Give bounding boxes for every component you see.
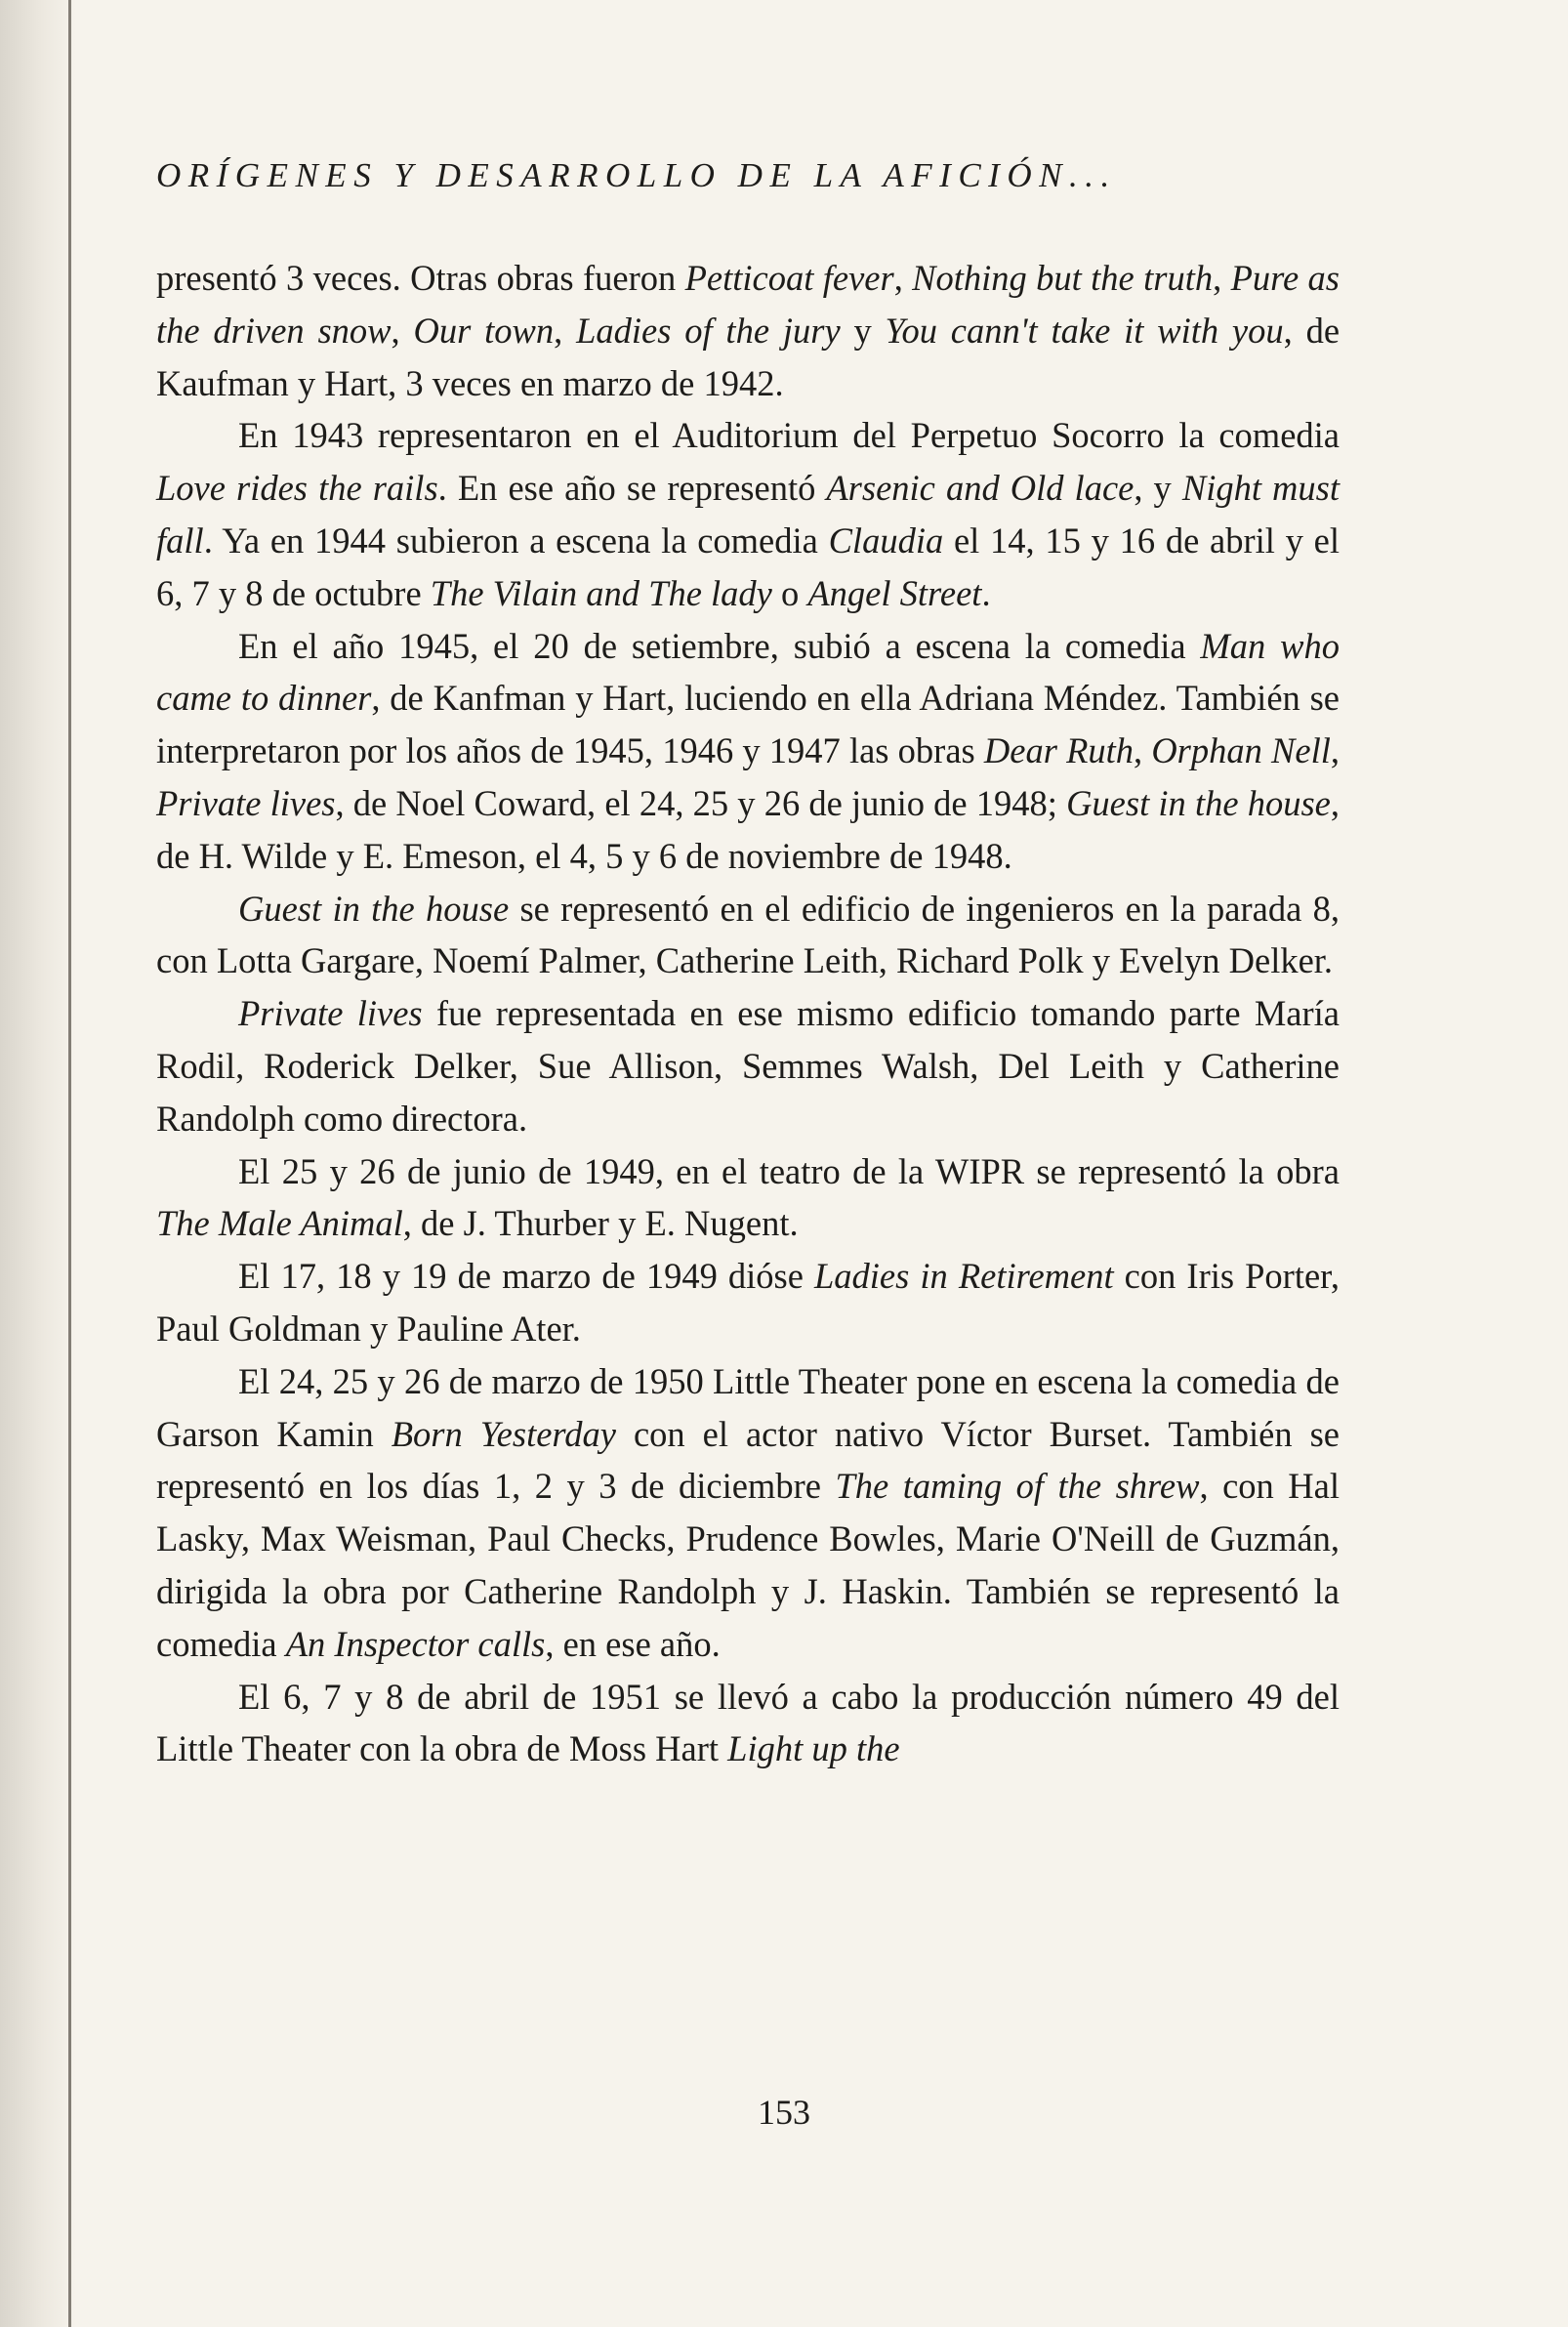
text-run: ,	[893, 258, 913, 298]
text-run: ,	[391, 310, 414, 351]
work-title: Night must fall	[156, 468, 1340, 561]
work-title: The Vilain and The lady	[430, 572, 772, 613]
work-title: Nothing but the truth	[912, 258, 1214, 298]
work-title: Guest in the house	[238, 888, 510, 929]
text-run: ,	[1134, 730, 1152, 771]
work-title: Arsenic and Old lace	[826, 468, 1135, 509]
paragraph	[156, 1671, 1340, 1776]
text-run: El 25 y 26 de junio de 1949, en el teatro de la WIPR se representó la obra	[238, 1150, 1340, 1191]
paragraph	[156, 987, 1340, 1144]
text-run: El 6, 7 y 8 de abril de 1951 se llevó a cabo la producción número 49 del Little Theater con la obra de Moss Hart	[156, 1676, 1340, 1769]
work-title: Ladies in Retirement	[813, 1256, 1114, 1297]
paragraph	[156, 620, 1340, 883]
text-run: . En ese año se representó	[437, 468, 827, 509]
text-run: . Ya en 1944 subieron a escena la comedia	[203, 519, 829, 561]
paragraph	[156, 252, 1340, 409]
text-run: , de Kanfman y Hart, luciendo en ella Adriana Méndez. También se interpretaron por los años de 1945, 1946 y 1947 las obras	[156, 678, 1341, 771]
work-title: Petticoat fever	[684, 258, 894, 298]
work-title: The Male Animal	[156, 1203, 403, 1244]
paragraph	[156, 409, 1340, 619]
text-run: ,	[1213, 258, 1231, 298]
text-run: ,	[554, 310, 577, 351]
work-title: You cann't take it with you	[885, 310, 1284, 351]
work-title: Private lives	[238, 993, 423, 1034]
binding-line	[68, 0, 71, 2327]
work-title: Pure as the driven snow	[156, 258, 1340, 351]
text-run: presentó 3 veces. Otras obras fueron	[156, 258, 685, 298]
running-head: ORÍGENES Y DESARROLLO DE LA AFICIÓN...	[156, 156, 1117, 194]
text-run: , de Noel Coward, el 24, 25 y 26 de junio de 1948;	[335, 782, 1067, 823]
work-title: Dear Ruth	[983, 730, 1135, 771]
work-title: Our town	[413, 310, 555, 351]
text-run: ,	[1330, 730, 1341, 771]
work-title: Born Yesterday	[391, 1413, 616, 1454]
paragraph	[156, 1145, 1340, 1251]
work-title: Private lives	[156, 782, 336, 823]
text-run: y	[840, 310, 886, 351]
text-run: , de J. Thurber y E. Nugent.	[402, 1203, 799, 1244]
work-title: Ladies of the jury	[576, 310, 841, 351]
body-text	[156, 252, 1340, 1775]
paragraph	[156, 1355, 1340, 1671]
text-run: con el actor nativo Víctor Burset. También se representó en los días 1, 2 y 3 de diciembre	[156, 1413, 1340, 1507]
text-run: el 14, 15 y 16 de abril y el 6, 7 y 8 de octubre	[156, 519, 1340, 613]
text-run: En el año 1945, el 20 de setiembre, subió a escena la comedia	[238, 625, 1201, 666]
work-title: Light up the	[727, 1728, 900, 1769]
paragraph	[156, 1250, 1340, 1355]
text-run: se representó en el edificio de ingenieros en la parada 8, con Lotta Gargare, Noemí Palmer, Catherine Leith, Richard Polk y Evelyn Delker.	[156, 888, 1340, 981]
text-run: o	[771, 572, 808, 613]
text-run: , con Hal Lasky, Max Weisman, Paul Checks, Prudence Bowles, Marie O'Neill de Guzmán, dirigida la obra por Catherine Randolph y J. Haskin. También se representó la comedia	[156, 1466, 1340, 1664]
work-title: Claudia	[828, 519, 944, 561]
text-run: con Iris Porter, Paul Goldman y Pauline Ater.	[156, 1256, 1340, 1349]
work-title: The taming of the shrew	[835, 1466, 1200, 1507]
text-run: .	[981, 572, 991, 613]
text-run: En 1943 representaron en el Auditorium del Perpetuo Socorro la comedia	[238, 415, 1340, 456]
binding-shadow	[0, 0, 76, 2327]
work-title: Love rides the rails	[156, 468, 438, 509]
work-title: Guest in the house	[1066, 782, 1331, 823]
text-run: , de H. Wilde y E. Emeson, el 4, 5 y 6 de noviembre de 1948.	[156, 782, 1340, 876]
work-title: An Inspector calls	[285, 1623, 546, 1664]
text-run: fue representada en ese mismo edificio tomando parte María Rodil, Roderick Delker, Sue Allison, Semmes Walsh, Del Leith y Catherine Randolph como directora.	[156, 993, 1340, 1139]
text-run: , de Kaufman y Hart, 3 veces en marzo de 1942.	[156, 310, 1341, 403]
text-run: , en ese año.	[545, 1623, 721, 1664]
work-title: Orphan Nell	[1151, 730, 1331, 771]
text-run: El 17, 18 y 19 de marzo de 1949 dióse	[238, 1256, 814, 1297]
text-run: , y	[1134, 468, 1182, 509]
page-number: 153	[758, 2093, 810, 2132]
work-title: Man who came to dinner	[156, 625, 1340, 719]
work-title: Angel Street	[807, 572, 982, 613]
text-run: El 24, 25 y 26 de marzo de 1950 Little Theater pone en escena la comedia de Garson Kamin	[156, 1360, 1340, 1454]
paragraph	[156, 883, 1340, 988]
